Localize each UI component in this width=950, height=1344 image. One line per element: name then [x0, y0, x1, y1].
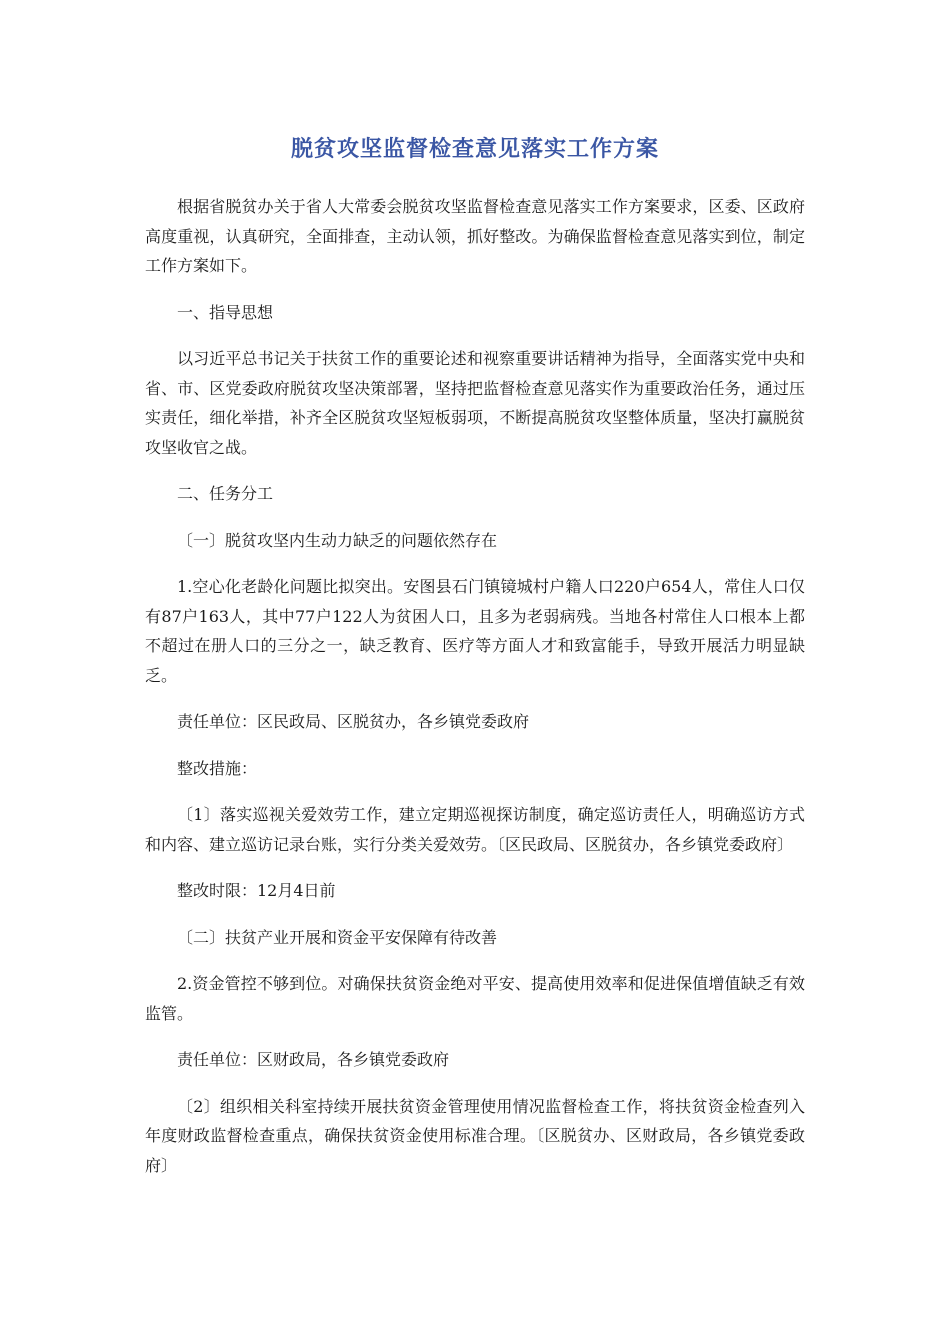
paragraph-guiding-thought: 以习近平总书记关于扶贫工作的重要论述和视察重要讲话精神为指导，全面落实党中央和省、市、区党委政府脱贫攻坚决策部署，坚持把监督检查意见落实作为重要政治任务，通过压实责任，细化举措，补齐全区脱贫攻坚短板弱项，不断提高脱贫攻坚整体质量，坚决打赢脱贫攻坚收官之战。 [145, 349, 805, 457]
document-title: 脱贫攻坚监督检查意见落实工作方案 [290, 136, 659, 162]
paragraph-deadline: 整改时限：12月4日前 [177, 881, 336, 900]
paragraph-measure-1: 〔1〕落实巡视关爱效劳工作，建立定期巡视探访制度，确定巡访责任人，明确巡访方式和内容、建立巡访记录台账，实行分类关爱效劳。〔区民政局、区脱贫办，各乡镇党委政府〕 [145, 805, 805, 854]
subsection-heading-1: 〔一〕脱贫攻坚内生动力缺乏的问题依然存在 [177, 530, 498, 550]
document-page [145, 128, 805, 1197]
paragraph-measures-label: 整改措施： [177, 758, 258, 778]
paragraph-issue-2: 2.资金管控不够到位。对确保扶贫资金绝对平安、提高使用效率和促进保值增值缺乏有效监管。 [145, 974, 805, 1023]
section-heading-task-division: 二、任务分工 [177, 484, 274, 503]
paragraph-issue-1: 1.空心化老龄化问题比拟突出。安图县石门镇镜城村户籍人口220户654人，常住人口仅有87户163人，其中77户122人为贫困人口，且多为老弱病残。当地各村常住人口根本上都不超过在册人口的三分之一，缺乏教育、医疗等方面人才和致富能手，导致开展活力明显缺乏。 [145, 577, 805, 685]
paragraph-responsible-unit-2: 责任单位：区财政局，各乡镇党委政府 [177, 1050, 450, 1069]
paragraph-responsible-unit-1: 责任单位：区民政局、区脱贫办，各乡镇党委政府 [177, 712, 530, 731]
paragraph-intro: 根据省脱贫办关于省人大常委会脱贫攻坚监督检查意见落实工作方案要求，区委、区政府高度重视，认真研究，全面排查，主动认领，抓好整改。为确保监督检查意见落实到位，制定工作方案如下。 [145, 197, 805, 275]
section-heading-guiding-thought: 一、指导思想 [177, 302, 274, 322]
subsection-heading-2: 〔二〕扶贫产业开展和资金平安保障有待改善 [177, 927, 498, 947]
paragraph-measure-2: 〔2〕组织相关科室持续开展扶贫资金管理使用情况监督检查工作，将扶贫资金检查列入年度财政监督检查重点，确保扶贫资金使用标准合理。〔区脱贫办、区财政局，各乡镇党委政府〕 [145, 1096, 805, 1175]
